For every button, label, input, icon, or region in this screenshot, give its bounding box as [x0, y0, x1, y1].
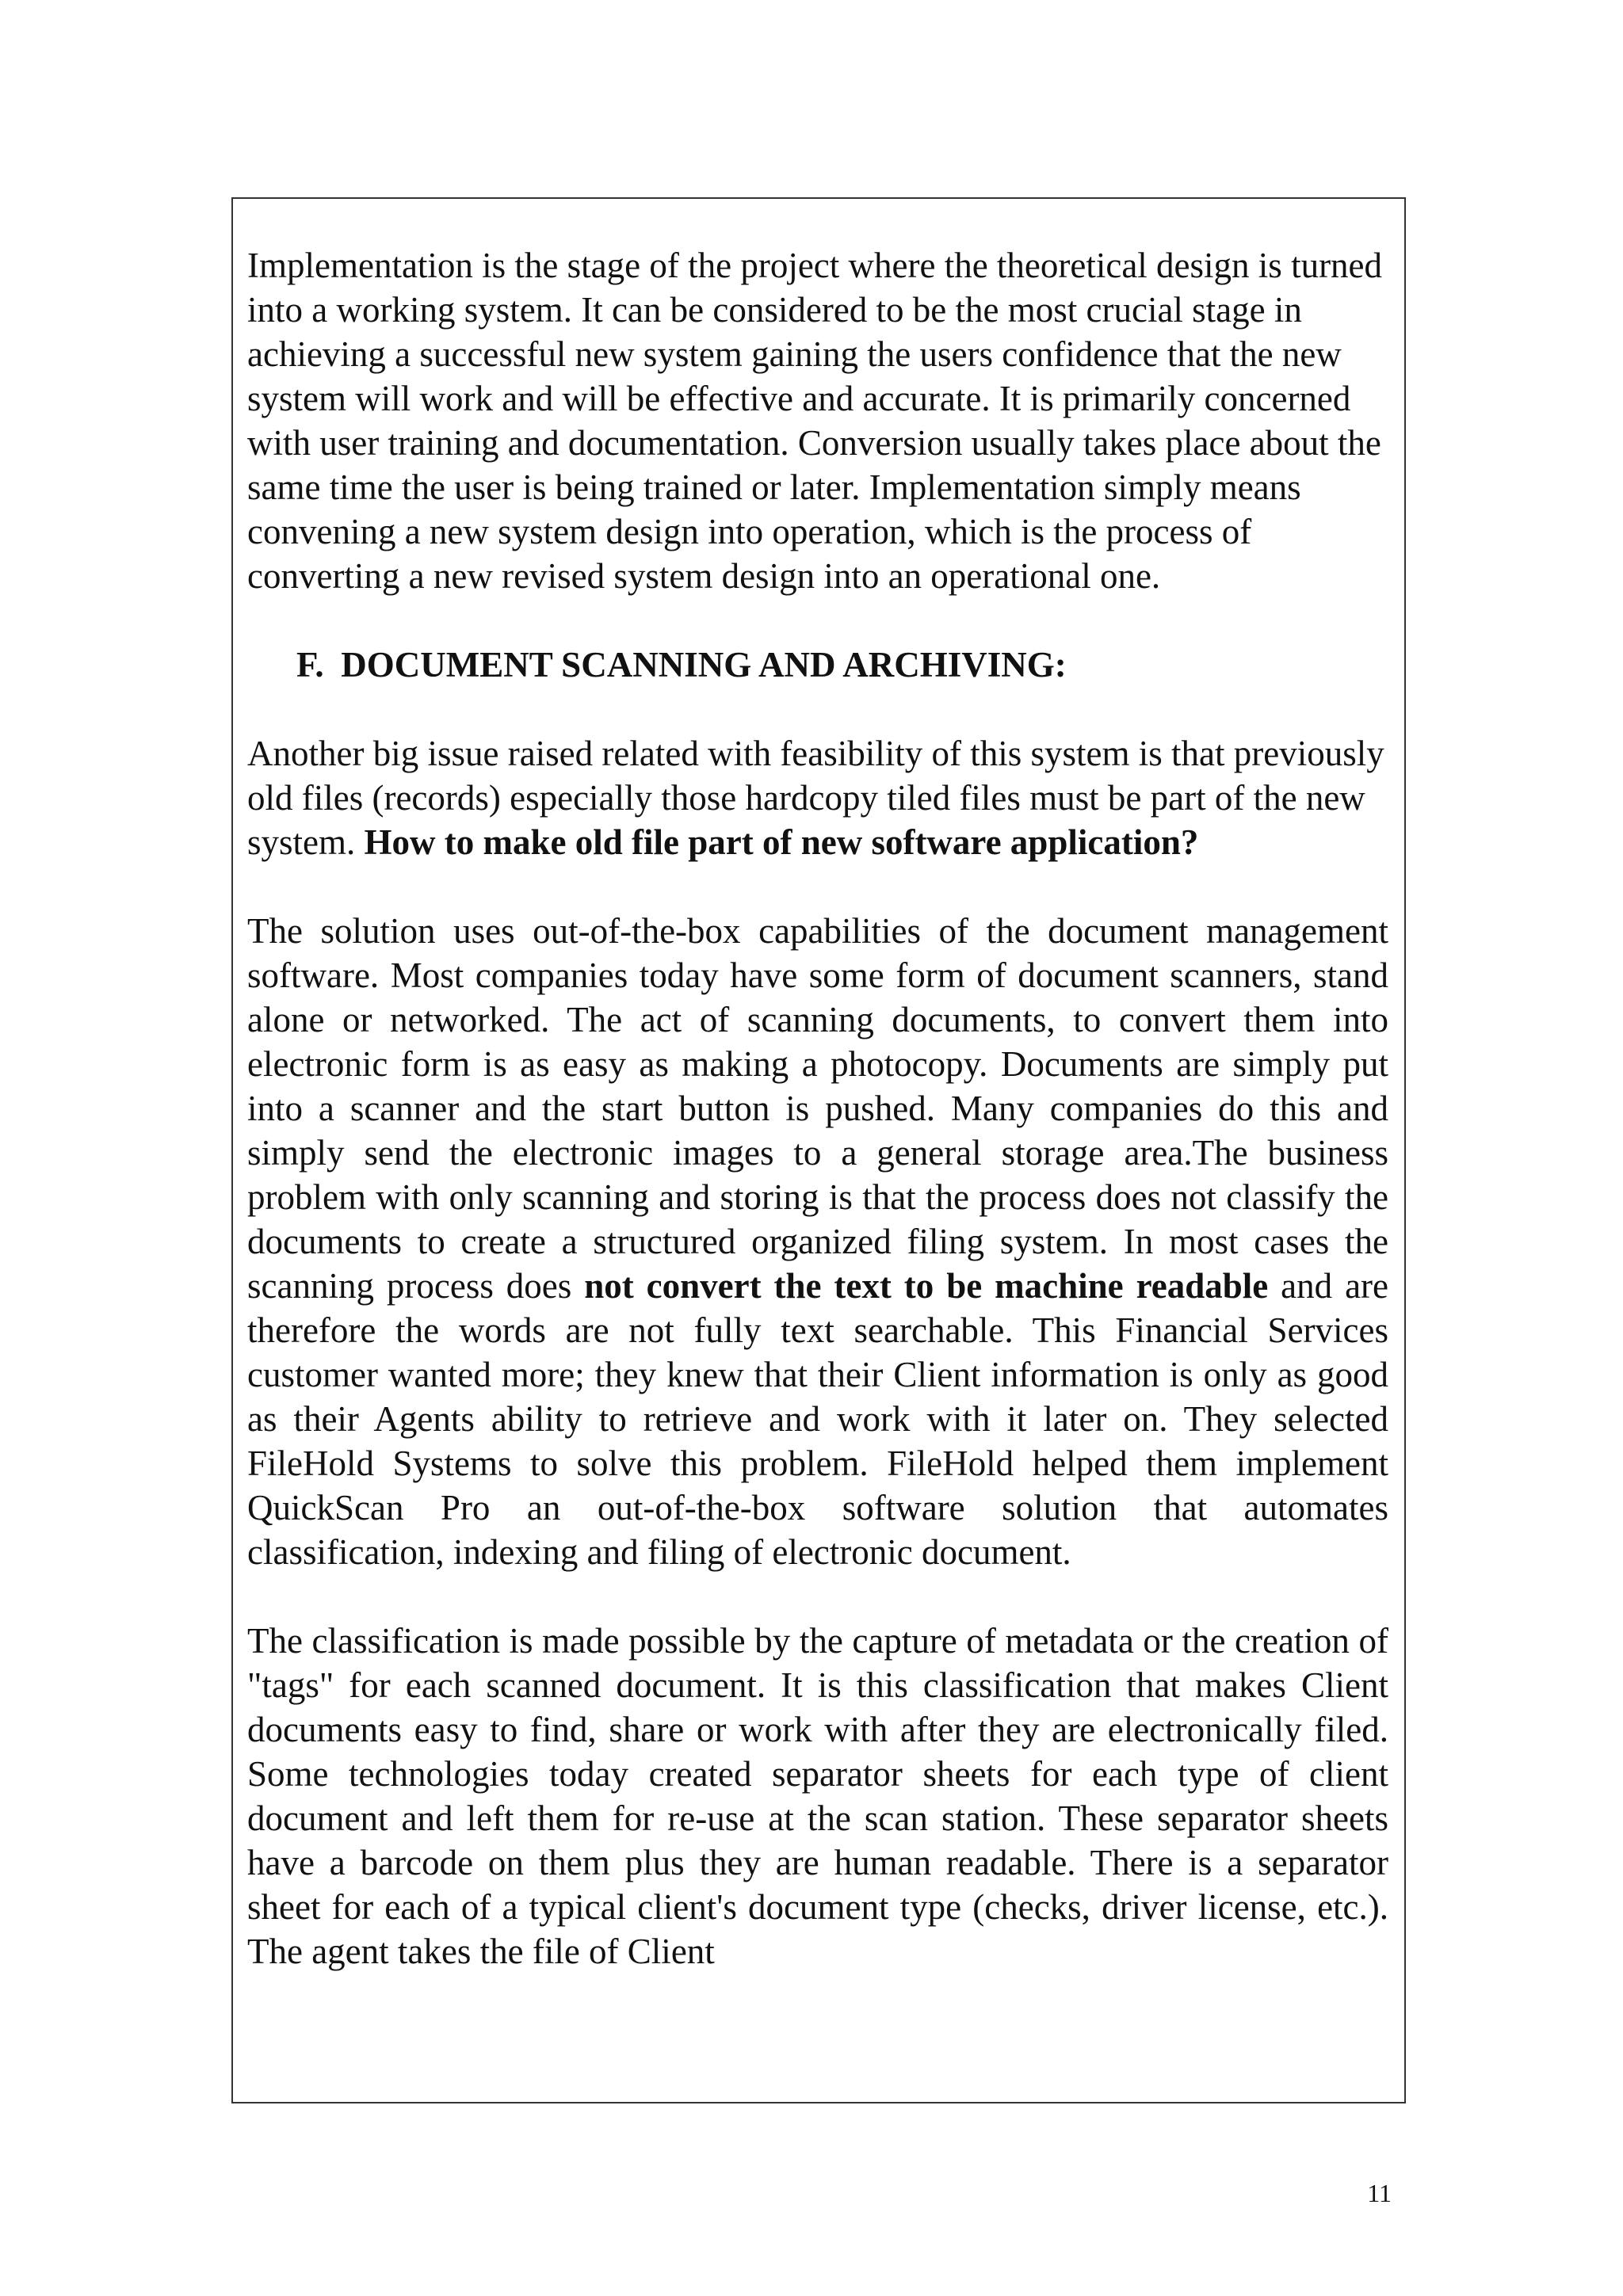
- section-marker: F.: [296, 645, 324, 685]
- issue-text: Another big issue raised related with feasibility of this system is that previously old files (records) especially those hardcopy tiled files must be part of the new system.: [247, 734, 1384, 862]
- spacer: [247, 864, 1388, 909]
- document-body: [247, 243, 1388, 1974]
- section-heading: [247, 643, 1388, 687]
- classification-paragraph: The classification is made possible by the capture of metadata or the creation of "tags" for each scanned document. It is this classification that makes Client documents easy to find, share or work with after they are electronically filed. Some technologies today created separator sheets for each type of client document and left them for re-use at the scan station. These separator sheets have a barcode on them plus they are human readable. There is a separator sheet for each of a typical client's document type (checks, driver license, etc.). The agent takes the file of Client: [247, 1621, 1388, 1971]
- solution-text-before: The solution uses out-of-the-box capabilities of the document management software. Most companies today have some form of document scanners, stand alone or networked. The act of scanning documents, to convert them into electronic form is as easy as making a photocopy. Documents are simply put into a scanner and the start button is pushed. Many companies do this and simply send the electronic images to a general storage area.The business problem with only scanning and storing is that the process does not classify the documents to create a structured organized filing system. In most cases the scanning process does: [247, 911, 1388, 1306]
- solution-text-after: and are therefore the words are not fully text searchable. This Financial Services customer wanted more; they knew that their Client information is only as good as their Agents ability to retrieve and work with it later on. They selected FileHold Systems to solve this problem. FileHold helped them implement QuickScan Pro an out-of-the-box software solution that automates classification, indexing and filing of electronic document.: [247, 1266, 1389, 1572]
- page-number: 11: [1367, 2179, 1392, 2207]
- solution-paragraph: [247, 909, 1388, 1574]
- spacer: [247, 598, 1388, 643]
- content-frame: [231, 197, 1406, 2103]
- spacer: [247, 687, 1388, 731]
- intro-paragraph: Implementation is the stage of the project where the theoretical design is turned into a working system. It can be considered to be the most crucial stage in achieving a successful new system gaining the users confidence that the new system will work and will be effective and accurate. It is primarily concerned with user training and documentation. Conversion usually takes place about the same time the user is being trained or later. Implementation simply means convening a new system design into operation, which is the process of converting a new revised system design into an operational one.: [247, 246, 1383, 596]
- issue-paragraph: [247, 731, 1388, 864]
- solution-bold-phrase: not convert the text to be machine readable: [584, 1266, 1269, 1306]
- section-title: DOCUMENT SCANNING AND ARCHIVING:: [341, 645, 1067, 685]
- spacer: [247, 1574, 1388, 1619]
- issue-question: How to make old file part of new software application?: [364, 822, 1199, 862]
